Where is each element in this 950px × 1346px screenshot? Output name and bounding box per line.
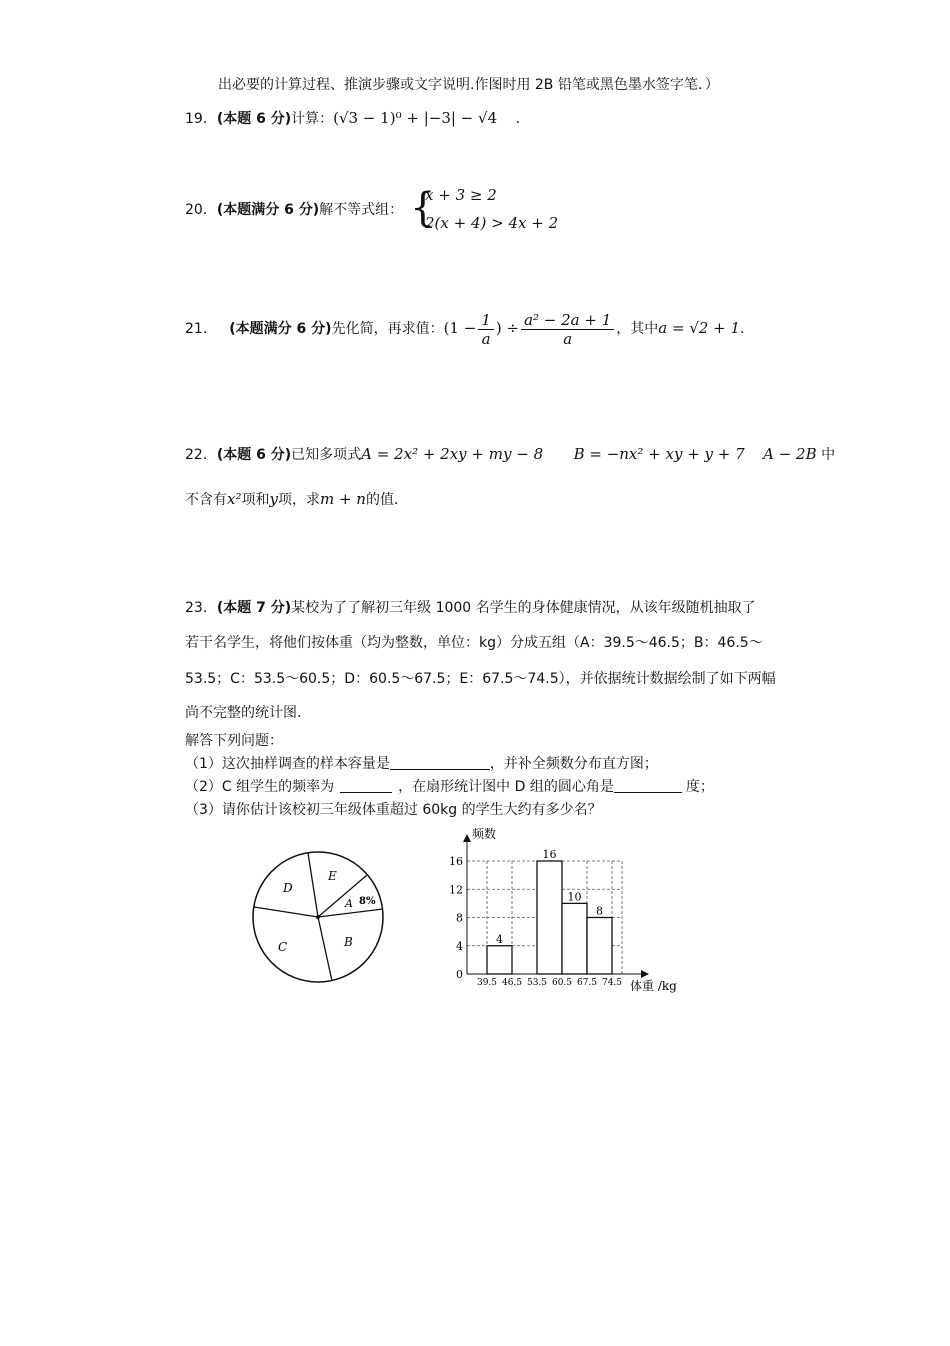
question-22 bbox=[185, 444, 835, 465]
pie-label-e: E bbox=[328, 869, 337, 883]
y-tick-12: 12 bbox=[449, 883, 463, 897]
q20-points: (本题满分 6 分) bbox=[216, 202, 320, 218]
q23-sub2-a: （2）C 组学生的频率为 bbox=[185, 779, 335, 795]
header-line: 出必要的计算过程、推演步骤或文字说明.作图时用 2B 铅笔或黑色墨水签字笔．） bbox=[218, 77, 719, 93]
pie-label-d: D bbox=[283, 881, 293, 895]
q20-brace: { bbox=[410, 185, 436, 231]
q21-end: ． bbox=[740, 321, 755, 337]
histogram-bars bbox=[487, 861, 612, 974]
q22-line2-a: 不含有 bbox=[185, 492, 227, 508]
pie-label-a: A bbox=[345, 897, 353, 910]
pie-label-b: B bbox=[344, 935, 353, 949]
x-tick-46.5: 46.5 bbox=[501, 978, 523, 988]
pie-center bbox=[316, 915, 320, 919]
q23-line-2: 若干名学生，将他们按体重（均为整数，单位：kg）分成五组（A：39.5～46.5；B：46.5～ bbox=[185, 635, 763, 651]
q23-sub-2 bbox=[185, 777, 714, 797]
y-tick-16: 16 bbox=[449, 855, 463, 868]
bar-67.5-74.5 bbox=[587, 918, 612, 975]
x-tick-39.5: 39.5 bbox=[476, 978, 498, 988]
q21-f1-denominator: a bbox=[481, 329, 491, 348]
q23-number: 23． bbox=[185, 600, 217, 616]
pie-divider-a-b bbox=[318, 909, 383, 917]
q22-points: (本题 6 分) bbox=[216, 447, 292, 463]
q23-sub-3: （3）请你估计该校初三年级体重超过 60kg 的学生大约有多少名？ bbox=[185, 802, 602, 818]
bar-label-39.5: 4 bbox=[496, 932, 503, 946]
x-tick-53.5: 53.5 bbox=[526, 978, 548, 988]
histogram-chart bbox=[440, 824, 690, 996]
q23-sub2-blank-2[interactable] bbox=[614, 778, 682, 793]
y-axis-label: 频数 bbox=[472, 827, 497, 841]
pie-divider-c-d bbox=[254, 907, 318, 917]
y-tick-0: 0 bbox=[456, 968, 463, 981]
q22-y: y bbox=[269, 490, 278, 508]
q19-points: (本题 6 分) bbox=[216, 111, 292, 127]
pie-chart bbox=[248, 846, 390, 988]
q23-answer-intro: 解答下列问题： bbox=[185, 733, 283, 749]
x-axis-label: 体重 /kg bbox=[630, 979, 677, 993]
q22-x2: x² bbox=[227, 490, 242, 508]
q22-line2-c: 项，求 bbox=[277, 492, 320, 508]
y-tick-4: 4 bbox=[456, 939, 463, 953]
q22-poly-b: B = −nx² + xy + y + 7 bbox=[573, 445, 745, 463]
q21-points: (本题满分 6 分) bbox=[229, 321, 332, 337]
q21-expr-pre: (1 − bbox=[443, 319, 477, 337]
q21-number: 21． bbox=[185, 321, 217, 337]
x-tick-labels bbox=[477, 978, 622, 988]
q23-sub1-b: ，并补全频数分布直方图； bbox=[489, 756, 658, 772]
q19-text: 计算： bbox=[291, 111, 334, 127]
question-21 bbox=[185, 308, 754, 349]
pie-label-a-percent: 8% bbox=[359, 896, 376, 907]
q23-line-3: 53.5；C：53.5～60.5；D：60.5～67.5；E：67.5～74.5），并依据统计数据绘制了如下两幅 bbox=[185, 671, 776, 687]
q23-line-1: 某校为了了解初三年级 1000 名学生的身体健康情况，从该年级随机抽取了 bbox=[291, 600, 756, 616]
q22-line2-d: 的值． bbox=[365, 492, 408, 508]
q22-m-plus-n: m + n bbox=[319, 490, 366, 508]
q20-number: 20． bbox=[185, 202, 217, 218]
q21-f2-numerator: a² − 2a + 1 bbox=[521, 311, 614, 330]
q23-line-4: 尚不完整的统计图． bbox=[185, 705, 311, 721]
q19-end: ． bbox=[515, 111, 530, 127]
q22-poly-a: A = 2x² + 2xy + my − 8 bbox=[361, 445, 544, 463]
q23-points: (本题 7 分) bbox=[216, 600, 292, 616]
q23-sub2-blank-1[interactable] bbox=[340, 778, 392, 793]
q23-sub2-b: ，在扇形统计图中 D 组的圆心角是 bbox=[398, 779, 614, 795]
q20-text: 解不等式组： bbox=[319, 202, 404, 218]
pie-label-c: C bbox=[278, 940, 288, 954]
y-tick-8: 8 bbox=[456, 911, 463, 925]
q23-sub-1 bbox=[185, 754, 658, 774]
q19-expression: (√3 − 1)⁰ + |−3| − √4 bbox=[333, 109, 498, 127]
q22-poly-expr: A − 2B bbox=[763, 445, 817, 463]
bar-39.5-46.5 bbox=[487, 946, 512, 974]
q21-condition: a = √2 + 1 bbox=[658, 319, 741, 337]
bar-label-53.5: 16 bbox=[542, 848, 557, 861]
q23-sub1-a: （1）这次抽样调查的样本容量是 bbox=[185, 756, 390, 772]
question-22-line-2 bbox=[185, 489, 408, 510]
q21-expr-mid: ) ÷ bbox=[495, 319, 520, 337]
pie-divider-d-e bbox=[308, 853, 318, 917]
x-tick-67.5: 67.5 bbox=[576, 978, 598, 988]
q23-sub2-c: 度； bbox=[685, 779, 714, 795]
question-19 bbox=[185, 108, 530, 129]
q20-inequality-1: x + 3 ≥ 2 bbox=[425, 186, 497, 204]
q21-text: 先化简，再求值： bbox=[331, 321, 444, 337]
pie-divider-b-c bbox=[318, 917, 332, 981]
q21-where: ，其中 bbox=[616, 321, 659, 337]
bar-53.5-60.5 bbox=[537, 861, 562, 974]
q21-f1-numerator: 1 bbox=[478, 311, 494, 330]
q21-fraction-2 bbox=[521, 311, 614, 348]
q22-mid: 中 bbox=[821, 447, 836, 463]
bar-label-60.5: 10 bbox=[567, 890, 582, 904]
q22-number: 22． bbox=[185, 447, 217, 463]
x-tick-74.5: 74.5 bbox=[601, 978, 623, 988]
q21-fraction-1 bbox=[478, 311, 494, 348]
q22-text: 已知多项式 bbox=[291, 447, 362, 463]
q20-inequality-2: 2(x + 4) > 4x + 2 bbox=[425, 214, 559, 232]
q21-f2-denominator: a bbox=[563, 329, 573, 348]
y-tick-labels bbox=[449, 855, 463, 981]
q22-line2-b: 项和 bbox=[241, 492, 270, 508]
bar-label-67.5: 8 bbox=[596, 904, 603, 918]
question-20 bbox=[185, 200, 403, 220]
q23-sub1-blank[interactable] bbox=[390, 755, 490, 770]
q19-number: 19． bbox=[185, 111, 217, 127]
x-tick-60.5: 60.5 bbox=[551, 978, 573, 988]
question-23 bbox=[185, 598, 756, 618]
bar-60.5-67.5 bbox=[562, 903, 587, 974]
